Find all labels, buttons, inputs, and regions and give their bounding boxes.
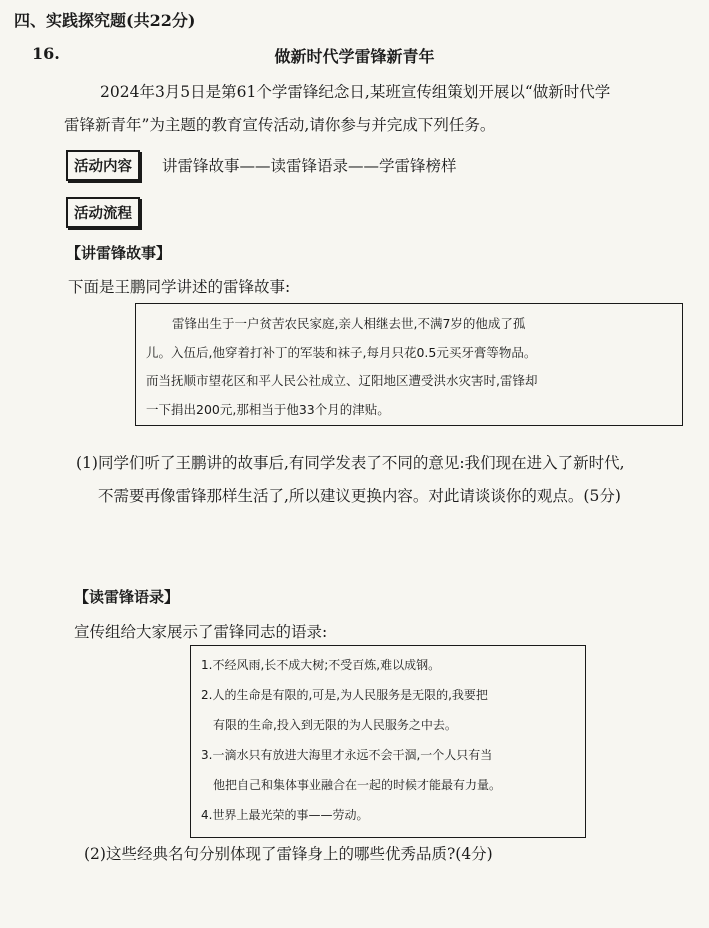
question-number: 16. <box>32 44 60 63</box>
quote-line: 2.人的生命是有限的,可是,为人民服务是无限的,我要把 <box>201 688 488 702</box>
section-title: 四、实践探究题(共22分) <box>14 11 196 30</box>
intro-line-1: 2024年3月5日是第61个学雷锋纪念日,某班宣传组策划开展以“做新时代学 <box>100 83 611 101</box>
question-1-line-2: 不需要再像雷锋那样生活了,所以建议更换内容。对此请谈谈你的观点。(5分) <box>98 487 621 505</box>
question-2: (2)这些经典名句分别体现了雷锋身上的哪些优秀品质?(4分) <box>84 845 493 863</box>
quotes-box <box>190 645 586 838</box>
question-title: 做新时代学雷锋新青年 <box>274 47 435 66</box>
activity-content-tag: 活动内容 <box>66 150 140 181</box>
quotes-lead: 宣传组给大家展示了雷锋同志的语录: <box>74 623 328 641</box>
quotes-heading: 【读雷锋语录】 <box>74 588 180 606</box>
intro-line-2: 雷锋新青年”为主题的教育宣传活动,请你参与并完成下列任务。 <box>64 116 496 134</box>
quote-line: 1.不经风雨,长不成大树;不受百炼,难以成钢。 <box>201 658 441 672</box>
story-box <box>135 303 683 426</box>
story-line: 一下捐出200元,那相当于他33个月的津贴。 <box>146 401 390 417</box>
story-line: 儿。入伍后,他穿着打补丁的军装和袜子,每月只花0.5元买牙膏等物品。 <box>146 344 537 360</box>
quote-line: 3.一滴水只有放进大海里才永远不会干涸,一个人只有当 <box>201 748 493 762</box>
question-1-line-1: (1)同学们听了王鹏讲的故事后,有同学发表了不同的意见:我们现在进入了新时代, <box>76 454 625 472</box>
intro-paragraph <box>64 76 698 142</box>
quote-line: 4.世界上最光荣的事——劳动。 <box>201 808 369 822</box>
story-heading: 【讲雷锋故事】 <box>66 244 172 262</box>
story-line: 而当抚顺市望花区和平人民公社成立、辽阳地区遭受洪水灾害时,雷锋却 <box>146 373 538 388</box>
activity-content-text: 讲雷锋故事——读雷锋语录——学雷锋榜样 <box>162 157 457 175</box>
quote-line: 他把自己和集体事业融合在一起的时候才能最有力量。 <box>213 778 502 792</box>
activity-process-tag: 活动流程 <box>66 197 140 228</box>
story-lead: 下面是王鹏同学讲述的雷锋故事: <box>68 278 291 296</box>
quote-line: 有限的生命,投入到无限的为人民服务之中去。 <box>213 718 457 732</box>
story-line: 雷锋出生于一户贫苦农民家庭,亲人相继去世,不满7岁的他成了孤 <box>172 316 526 331</box>
question-1 <box>76 447 702 513</box>
